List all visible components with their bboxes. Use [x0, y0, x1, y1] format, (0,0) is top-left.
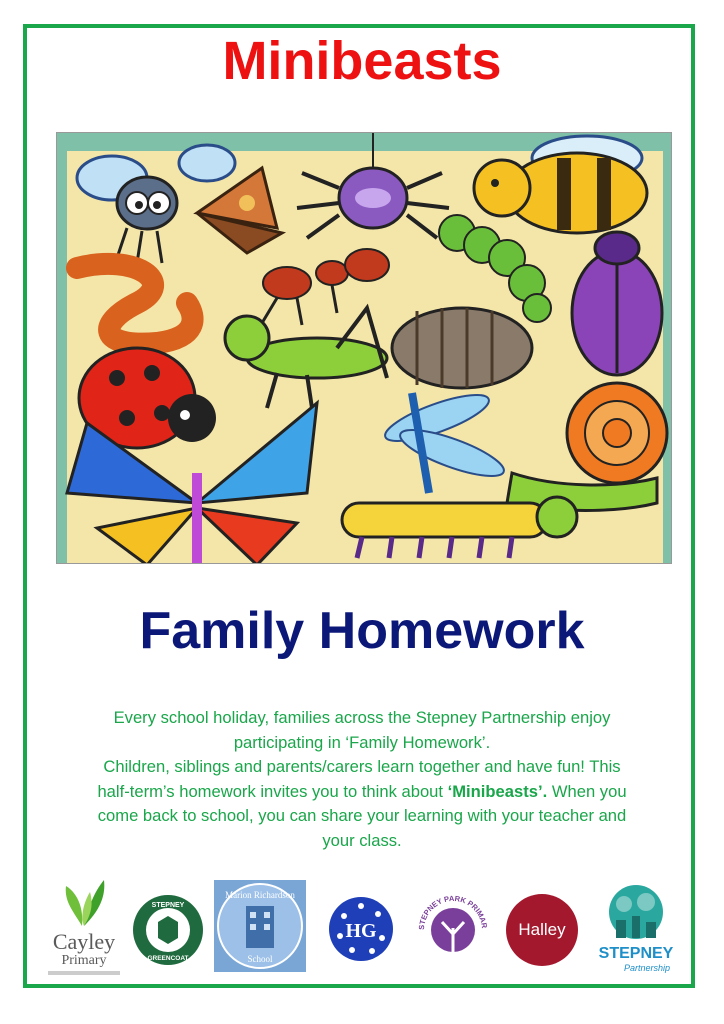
- greencoat-logo: [132, 894, 204, 966]
- intro-text: When you: [547, 781, 627, 801]
- woodlouse-icon: [392, 308, 532, 388]
- greencoat-top: STEPNEY: [151, 902, 185, 909]
- leaf-icon: [44, 872, 124, 928]
- cayley-name: Cayley: [52, 929, 116, 954]
- topic-highlight: ‘Minibeasts’.: [447, 781, 548, 801]
- intro-paragraph: [46, 706, 678, 853]
- stepney-park-logo: [414, 884, 492, 966]
- intro-text: half-term’s homework invites you to think about: [97, 781, 448, 801]
- hg-logo: [328, 896, 394, 962]
- stepney-partnership-logo: [596, 882, 676, 974]
- hg-initials: HG: [345, 920, 377, 942]
- marion-richardson-logo: [214, 880, 306, 972]
- subheading: Family Homework: [139, 602, 585, 660]
- cayley-logo: [44, 872, 124, 972]
- cayley-sub: Primary: [61, 953, 107, 968]
- intro-line: come back to school, you can share your learning with your teacher and: [97, 806, 627, 825]
- page-title: Minibeasts: [222, 31, 502, 91]
- intro-line: Every school holiday, families across the Stepney Partnership enjoy: [113, 708, 611, 727]
- marion-bottom: School: [247, 954, 273, 964]
- greencoat-crest-icon: [132, 894, 204, 966]
- intro-line: your class.: [322, 830, 402, 850]
- minibeasts-illustration: [56, 132, 672, 564]
- city-tree-icon: [596, 882, 676, 940]
- stepney-park-arc: STEPNEY PARK PRIMAR: [416, 893, 489, 931]
- marion-crest-icon: [214, 880, 306, 972]
- intro-line: Children, siblings and parents/carers learn together and have fun! This: [103, 757, 621, 776]
- halley-name: Halley: [506, 894, 578, 966]
- stepney-partnership-sub: Partnership: [623, 963, 670, 973]
- hg-stars-icon: [328, 896, 394, 962]
- intro-line: [46, 780, 678, 805]
- intro-line: participating in ‘Family Homework’.: [233, 732, 491, 752]
- greencoat-bottom: GREENCOAT: [147, 955, 189, 962]
- stepney-partnership-name: STEPNEY: [598, 945, 674, 962]
- school-logos: [40, 872, 690, 976]
- halley-logo: [506, 894, 578, 966]
- tree-icon: [414, 884, 492, 966]
- minibeasts-clipart: [57, 133, 672, 564]
- marion-top: Marion Richardson: [225, 890, 295, 900]
